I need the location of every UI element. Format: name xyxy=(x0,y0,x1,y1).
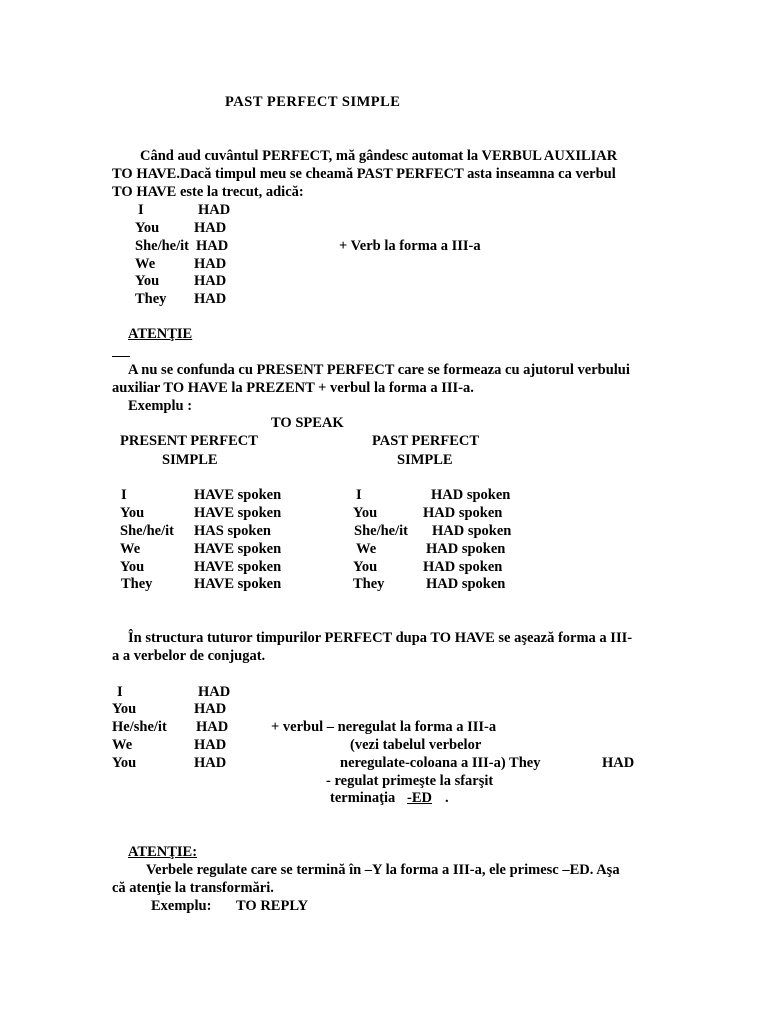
pronoun: You xyxy=(112,701,137,717)
example-verb-2: TO REPLY xyxy=(236,898,309,914)
table-cell: I xyxy=(121,487,127,503)
table-cell: HAD spoken xyxy=(426,576,506,592)
verb: HAD xyxy=(194,220,227,236)
verb: HAD xyxy=(198,684,231,700)
intro-line-1: Când aud cuvântul PERFECT, mă gândesc automat la VERBUL AUXILIAR xyxy=(140,148,618,164)
conjugation-note-column: neregulate-coloana a III-a) They xyxy=(340,755,541,771)
verb: HAD xyxy=(194,273,227,289)
verb: HAD xyxy=(602,755,635,771)
structure-line-2: a a verbelor de conjugat. xyxy=(112,648,266,664)
table-cell: She/he/it xyxy=(354,523,408,539)
atentie2-line-1: Verbele regulate care se termină în –Y la forma a III-a, ele primesc –ED. Aşa xyxy=(146,862,620,878)
structure-line-1: În structura tuturor timpurilor PERFECT dupa TO HAVE se aşează forma a III- xyxy=(128,630,633,646)
table-cell: HAVE spoken xyxy=(194,487,282,503)
table-cell: We xyxy=(356,541,377,557)
pronoun: I xyxy=(117,684,123,700)
verb: HAD xyxy=(194,737,227,753)
atentie-line-1: A nu se confunda cu PRESENT PERFECT care se formeaza cu ajutorul verbului xyxy=(128,362,630,378)
intro-line-2: TO HAVE.Dacă timpul meu se cheamă PAST PERFECT asta inseamna ca verbul xyxy=(112,166,616,182)
atentie-label: ATENŢIE xyxy=(128,326,193,342)
table-cell: HAD spoken xyxy=(423,559,503,575)
pronoun: We xyxy=(112,737,133,753)
table-cell: HAD spoken xyxy=(423,505,503,521)
atentie-label-2: ATENŢIE: xyxy=(128,844,198,860)
pronoun: We xyxy=(135,256,156,272)
pronoun: He/she/it xyxy=(112,719,167,735)
pronoun: You xyxy=(112,755,137,771)
conjugation-note-ending: terminaţia xyxy=(330,790,396,806)
table-cell: HAVE spoken xyxy=(194,505,282,521)
page-title: PAST PERFECT SIMPLE xyxy=(225,94,401,110)
verb: HAD xyxy=(196,238,229,254)
conjugation-note-regular: - regulat primeşte la sfarşit xyxy=(326,773,494,789)
ending-period: . xyxy=(445,790,449,806)
verb: HAD xyxy=(194,256,227,272)
divider xyxy=(112,356,130,357)
verb: HAD xyxy=(194,291,227,307)
example-label: Exemplu : xyxy=(128,398,193,414)
pronoun: I xyxy=(138,202,144,218)
table-cell: You xyxy=(120,559,145,575)
ending-ed: -ED xyxy=(407,790,432,806)
conjugation-note: + Verb la forma a III-a xyxy=(339,238,481,254)
atentie2-line-2: că atenţie la transformări. xyxy=(112,880,274,896)
table-cell: HAD spoken xyxy=(426,541,506,557)
example-label-2: Exemplu: xyxy=(151,898,212,914)
column-header-left: PRESENT PERFECT xyxy=(120,433,258,449)
verb: HAD xyxy=(194,755,227,771)
column-header-right: PAST PERFECT xyxy=(372,433,480,449)
conjugation-note-see-table: (vezi tabelul verbelor xyxy=(350,737,482,753)
pronoun: You xyxy=(135,220,160,236)
table-cell: We xyxy=(120,541,141,557)
pronoun: She/he/it xyxy=(135,238,189,254)
table-cell: HAVE spoken xyxy=(194,559,282,575)
column-subheader-left: SIMPLE xyxy=(162,452,218,468)
column-subheader-right: SIMPLE xyxy=(397,452,453,468)
table-cell: HAD spoken xyxy=(432,523,512,539)
example-verb: TO SPEAK xyxy=(271,415,344,431)
verb: HAD xyxy=(194,701,227,717)
table-cell: HAVE spoken xyxy=(194,541,282,557)
conjugation-note-irregular: + verbul – neregulat la forma a III-a xyxy=(271,719,497,735)
intro-line-3: TO HAVE este la trecut, adică: xyxy=(112,184,304,200)
table-cell: She/he/it xyxy=(120,523,174,539)
table-cell: I xyxy=(356,487,362,503)
verb: HAD xyxy=(198,202,231,218)
table-cell: You xyxy=(353,505,378,521)
table-cell: They xyxy=(121,576,153,592)
verb: HAD xyxy=(196,719,229,735)
table-cell: You xyxy=(120,505,145,521)
atentie-line-2: auxiliar TO HAVE la PREZENT + verbul la forma a III-a. xyxy=(112,380,474,396)
pronoun: They xyxy=(135,291,167,307)
table-cell: HAVE spoken xyxy=(194,576,282,592)
table-cell: HAS spoken xyxy=(194,523,271,539)
table-cell: HAD spoken xyxy=(431,487,511,503)
table-cell: You xyxy=(353,559,378,575)
table-cell: They xyxy=(353,576,385,592)
pronoun: You xyxy=(135,273,160,289)
